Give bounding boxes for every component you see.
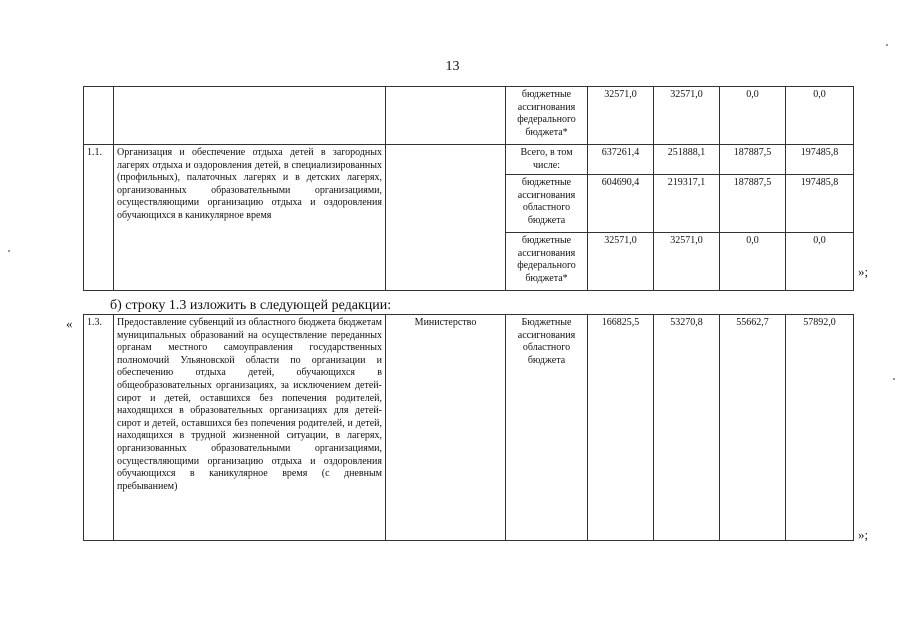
value-cell: 187887,5 xyxy=(720,175,786,233)
value-cell: 187887,5 xyxy=(720,145,786,175)
program-table-row-1-3 xyxy=(83,314,854,541)
table-row xyxy=(84,87,854,145)
value-cell: 0,0 xyxy=(786,233,854,291)
value-cell: 32571,0 xyxy=(588,233,654,291)
table-row xyxy=(84,315,854,541)
value-cell: 32571,0 xyxy=(654,87,720,145)
value-cell: 0,0 xyxy=(720,233,786,291)
funding-source: бюджетные ассигнования областного бюджета xyxy=(506,175,588,233)
value-cell: 604690,4 xyxy=(588,175,654,233)
value-cell: 0,0 xyxy=(786,87,854,145)
executor-cell xyxy=(386,145,506,291)
value-cell: 197485,8 xyxy=(786,145,854,175)
value-cell: 55662,7 xyxy=(720,315,786,541)
value-cell: 57892,0 xyxy=(786,315,854,541)
funding-source: Бюджетные ассигнования областного бюджета xyxy=(506,315,588,541)
row-number: 1.3. xyxy=(84,315,114,541)
scan-speck xyxy=(893,378,895,380)
value-cell: 219317,1 xyxy=(654,175,720,233)
funding-source: бюджетные ассигнования федерального бюджета* xyxy=(506,87,588,145)
executor: Министерство xyxy=(386,315,506,541)
scan-speck xyxy=(8,250,10,252)
row-number-cell xyxy=(84,87,114,145)
value-cell: 197485,8 xyxy=(786,175,854,233)
value-cell: 32571,0 xyxy=(588,87,654,145)
table-row xyxy=(84,145,854,175)
value-cell: 0,0 xyxy=(720,87,786,145)
scan-speck xyxy=(886,44,888,46)
row-number: 1.1. xyxy=(84,145,114,291)
executor-cell xyxy=(386,87,506,145)
value-cell: 166825,5 xyxy=(588,315,654,541)
value-cell: 251888,1 xyxy=(654,145,720,175)
program-table-continued xyxy=(83,86,854,291)
page-number: 13 xyxy=(445,59,460,74)
amendment-heading: б) строку 1.3 изложить в следующей редакции: xyxy=(110,298,392,313)
activity-description: Предоставление субвенций из областного бюджета бюджетам муниципальных образований на осуществление переданных органам местного самоуправления государственных полномочий Ульяновской области по организации и обеспечению отдыха детей, обучающихся в общеобразовательных организациях, за исключением детей-сирот и детей, оставшихся без попечения родителей, находящихся в образовательных организациях для детей-сирот и детей, оставшихся без попечения родителей, и детей, находящихся в трудной жизненной ситуации, в лагерях, организованных образовательными организациями, осуществляющими организацию отдыха и оздоровления обучающихся в каникулярное время (с дневным пребыванием) xyxy=(114,315,386,541)
activity-cell xyxy=(114,87,386,145)
opening-quote: « xyxy=(66,316,73,331)
value-cell: 53270,8 xyxy=(654,315,720,541)
funding-source: бюджетные ассигнования федерального бюджета* xyxy=(506,233,588,291)
activity-description: Организация и обеспечение отдыха детей в загородных лагерях отдыха и оздоровления детей, в специализированных (профильных), палаточных лагерях и в детских лагерях, организованных образовательными организациями, осуществляющими организацию отдыха и оздоровления обучающихся в каникулярное время xyxy=(114,145,386,291)
value-cell: 32571,0 xyxy=(654,233,720,291)
value-cell: 637261,4 xyxy=(588,145,654,175)
funding-source: Всего, в том числе: xyxy=(506,145,588,175)
closing-quote: »; xyxy=(858,264,869,279)
closing-quote: »; xyxy=(858,527,869,542)
